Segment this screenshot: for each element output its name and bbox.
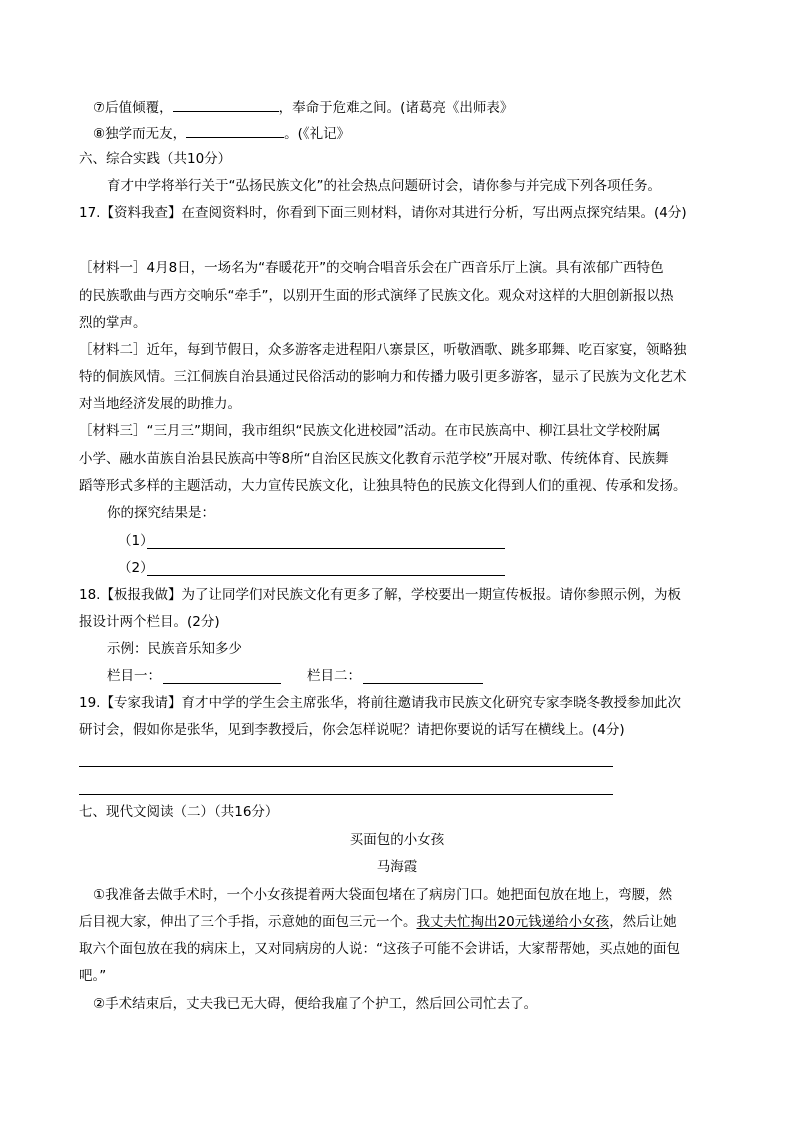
paragraph-1-text-b: ，然后让她	[609, 914, 677, 930]
paragraph-1-line-3: 取六个面包放在我的病床上，又对同病房的人说：“这孩子可能不会讲话，大家帮帮她，买点她的面包	[79, 941, 680, 957]
poem-8-suffix: 。(《礼记》	[284, 126, 351, 142]
result-label: 你的探究结果是：	[107, 505, 215, 521]
answer-2-label: （2）	[118, 560, 154, 576]
poem-8-prefix: ⑧独学而无友，	[93, 126, 187, 142]
answer-19-line-2[interactable]	[79, 794, 613, 795]
underlined-sentence: 我丈夫忙掏出20元钱递给小女孩	[416, 914, 610, 930]
section-6-intro: 育才中学将举行关于“弘扬民族文化”的社会热点问题研讨会，请你参与并完成下列各项任务。	[107, 178, 661, 194]
question-17: 17.【资料我查】在查阅资料时，你看到下面三则材料，请你对其进行分析，写出两点探究结果。(4分)	[79, 205, 687, 221]
material-1-line-2: 的民族歌曲与西方交响乐“牵手”，以别开生面的形式演绎了民族文化。观众对这样的大胆创新报以热	[79, 288, 674, 304]
material-3-line-2: 小学、融水苗族自治县民族高中等8所“自治区民族文化教育示范学校”开展对歌、传统体育、民族舞	[79, 451, 669, 467]
article-author: 马海霞	[376, 859, 418, 875]
material-3-line-3: 蹈等形式多样的主题活动，大力宣传民族文化，让独具特色的民族文化得到人们的重视、传承和发扬。	[79, 478, 687, 494]
poem-line-8	[93, 125, 350, 142]
column-2-line[interactable]	[363, 683, 483, 684]
question-19-line-1: 19.【专家我请】育才中学的学生会主席张华，将前往邀请我市民族文化研究专家李晓冬教授参加此次	[79, 695, 681, 711]
column-1-line[interactable]	[163, 683, 281, 684]
section-6-heading: 六、综合实践（共10分）	[79, 151, 232, 167]
section-7-heading: 七、现代文阅读（二）（共16分）	[79, 804, 279, 820]
answer-2-line[interactable]	[147, 575, 505, 576]
column-2-label: 栏目二：	[307, 668, 361, 684]
paragraph-1-line-1: ①我准备去做手术时，一个小女孩提着两大袋面包堵在了病房门口。她把面包放在地上，弯腰，然	[93, 887, 673, 903]
paragraph-1-line-4: 吧。”	[79, 968, 107, 984]
material-1-line-1: ［材料一］4月8日，一场名为“春暖花开”的交响合唱音乐会在广西音乐厅上演。具有浓郁广西特色	[79, 260, 664, 276]
column-1-label: 栏目一：	[107, 668, 161, 684]
material-2-line-2: 特的侗族风情。三江侗族自治县通过民俗活动的影响力和传播力吸引更多游客，显示了民族为文化艺术	[79, 369, 687, 385]
question-18-line-1: 18.【板报我做】为了让同学们对民族文化有更多了解，学校要出一期宣传板报。请你参照示例，为板	[79, 587, 681, 603]
poem-7-blank[interactable]	[173, 99, 279, 112]
answer-1-label: （1）	[118, 533, 154, 549]
material-2-line-1: ［材料二］近年，每到节假日，众多游客走进程阳八寨景区，听敬酒歌、跳多耶舞、吃百家宴，领略独	[79, 342, 687, 358]
answer-19-line-1[interactable]	[79, 766, 613, 767]
paragraph-1-text-a: 后目视大家，伸出了三个手指，示意她的面包三元一个。	[79, 914, 417, 930]
question-18-line-2: 报设计两个栏目。(2分)	[79, 614, 220, 630]
material-3-line-1: ［材料三］“三月三”期间，我市组织“民族文化进校园”活动。在市民族高中、柳江县壮文学校附属	[79, 423, 661, 439]
material-2-line-3: 对当地经济发展的助推力。	[79, 396, 241, 412]
paragraph-2: ②手术结束后，丈夫我已无大碍，便给我雇了个护工，然后回公司忙去了。	[93, 996, 538, 1012]
example-text: 示例：民族音乐知多少	[107, 641, 242, 657]
poem-line-7	[93, 99, 513, 116]
article-title: 买面包的小女孩	[349, 832, 445, 848]
answer-1-line[interactable]	[147, 548, 505, 549]
poem-7-suffix: ，奉命于危难之间。(诸葛亮《出师表》	[278, 100, 514, 116]
poem-8-blank[interactable]	[186, 125, 284, 138]
material-1-line-3: 烈的掌声。	[79, 315, 147, 331]
question-19-line-2: 研讨会，假如你是张华，见到李教授后，你会怎样说呢？请把你要说的话写在横线上。(4分)	[79, 722, 625, 738]
poem-7-prefix: ⑦后值倾覆，	[93, 100, 173, 116]
paragraph-1-line-2	[79, 916, 677, 930]
